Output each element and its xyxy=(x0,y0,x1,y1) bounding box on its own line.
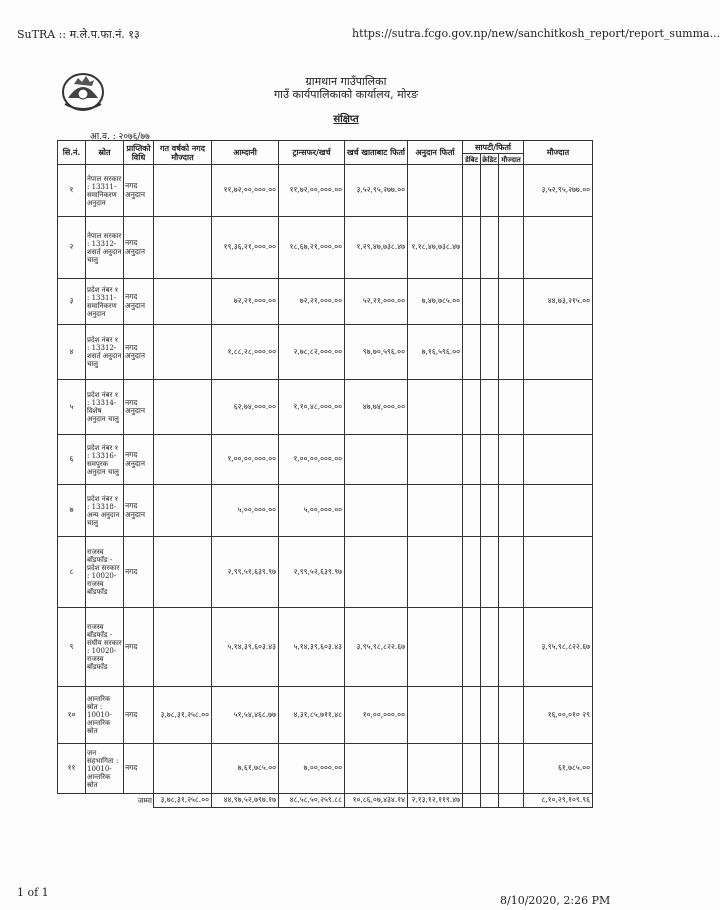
row-sn: ९ xyxy=(58,608,86,687)
col-credit: क्रेडिट xyxy=(482,154,497,164)
row-credit xyxy=(481,325,499,380)
row-kind: नगद अनुदान xyxy=(124,165,154,217)
row-transfer: ४,३१,८५,७११.४८ xyxy=(279,687,345,744)
row-refund: ३,९५,९८,८२२.६७ xyxy=(345,608,408,687)
row-opening xyxy=(154,537,212,608)
office-address: गाउँ कार्यपालिकाको कार्यालय, मोरङ xyxy=(273,88,419,101)
row-opening xyxy=(154,380,212,435)
row-opening xyxy=(154,608,212,687)
col-transfer: ट्रान्सफर/खर्च xyxy=(279,141,345,165)
col-balance: मौज्दात xyxy=(524,141,593,165)
row-income: १,००,००,०००.०० xyxy=(212,435,279,485)
row-grant-refund xyxy=(408,380,463,435)
report-title: संक्षिप्त xyxy=(333,114,359,125)
total-transfer: ४८,५८,५०,२५९.८८ xyxy=(279,794,345,808)
row-transfer: १,१०,४८,०००.०० xyxy=(279,380,345,435)
row-income: ५,१४,३९,६०३.४३ xyxy=(212,608,279,687)
row-income: १९,३६,२१,०००.०० xyxy=(212,217,279,279)
row-opening xyxy=(154,744,212,794)
row-credit xyxy=(481,165,499,217)
row-source: नेपाल सरकार : 13311-समानिकरण अनुदान xyxy=(86,165,124,217)
col-refund: खर्च खाताबाट फिर्ता xyxy=(345,141,408,165)
row-debit xyxy=(463,744,481,794)
col-kind: प्राप्तिको विधि xyxy=(124,141,154,165)
office-name: ग्रामथान गाउँपालिका xyxy=(305,75,387,88)
row-balance: ६१,७८५.०० xyxy=(524,744,593,794)
browser-tab-title: SuTRA :: म.ले.प.फा.नं. १३ xyxy=(17,28,140,41)
col-source: स्रोत xyxy=(86,141,124,165)
row-loan-balance xyxy=(499,165,524,217)
total-refund: १०,८६,०७,४३४.१४ xyxy=(345,794,408,808)
row-grant-refund xyxy=(408,537,463,608)
row-source: प्रदेश नंबर १ : 13312-शसर्त अनुदान चालु xyxy=(86,325,124,380)
row-refund: १,२९,४७,७३८.४७ xyxy=(345,217,408,279)
row-transfer: ५,००,०००.०० xyxy=(279,485,345,537)
row-loan-balance xyxy=(499,380,524,435)
total-label: जम्मा xyxy=(58,794,154,808)
row-debit xyxy=(463,608,481,687)
row-grant-refund xyxy=(408,165,463,217)
row-refund xyxy=(345,435,408,485)
row-source: प्रदेश नंबर १ : 13311-समानिकरण अनुदान xyxy=(86,279,124,325)
table-row xyxy=(58,380,593,435)
row-balance: ४४,७३,२१५.०० xyxy=(524,279,593,325)
row-kind: नगद xyxy=(124,608,154,687)
total-grant-refund: २,१३,१२,११९.४७ xyxy=(408,794,463,808)
total-balance: ८,१०,२९,१०९.९६ xyxy=(524,794,593,808)
row-opening: ३,७८,३१,२५८.०० xyxy=(154,687,212,744)
row-source: नेपाल सरकार : 13312-शसर्त अनुदान चालु xyxy=(86,217,124,279)
row-balance xyxy=(524,217,593,279)
row-transfer: ५,१४,३९,६०३.४३ xyxy=(279,608,345,687)
table-row xyxy=(58,165,593,217)
row-credit xyxy=(481,380,499,435)
page-number: 1 of 1 xyxy=(17,886,49,899)
row-debit xyxy=(463,485,481,537)
row-refund: ३,५२,९५,२७७.०० xyxy=(345,165,408,217)
table-row xyxy=(58,485,593,537)
row-loan-balance xyxy=(499,325,524,380)
table-row xyxy=(58,744,593,794)
row-credit xyxy=(481,485,499,537)
row-refund: ९७,७०,५९६.०० xyxy=(345,325,408,380)
table-row xyxy=(58,608,593,687)
row-opening xyxy=(154,325,212,380)
row-kind: नगद अनुदान xyxy=(124,485,154,537)
total-income: ४४,९७,५२,७९७.१७ xyxy=(212,794,279,808)
col-grant-refund: अनुदान फिर्ता xyxy=(408,141,463,165)
row-kind: नगद xyxy=(124,687,154,744)
row-source: आन्तरिक स्रोत : 10010-आन्तरिक स्रोत xyxy=(86,687,124,744)
row-source: जन सहभागिता : 10010-आन्तरिक स्रोत xyxy=(86,744,124,794)
row-opening xyxy=(154,165,212,217)
row-debit xyxy=(463,217,481,279)
row-sn: २ xyxy=(58,217,86,279)
row-opening xyxy=(154,279,212,325)
row-income: ५१,५४,४६८.७७ xyxy=(212,687,279,744)
row-income: ५,००,०००.०० xyxy=(212,485,279,537)
total-debit xyxy=(463,794,481,808)
summary-table xyxy=(57,140,593,808)
row-credit xyxy=(481,537,499,608)
row-refund xyxy=(345,744,408,794)
table-row xyxy=(58,687,593,744)
row-transfer: १,००,००,०००.०० xyxy=(279,435,345,485)
col-opening: गत वर्षको नगद मौज्दात xyxy=(154,141,212,165)
row-income: ७२,२१,०००.०० xyxy=(212,279,279,325)
row-debit xyxy=(463,165,481,217)
table-row xyxy=(58,537,593,608)
row-kind: नगद अनुदान xyxy=(124,279,154,325)
browser-url: https://sutra.fcgo.gov.np/new/sanchitkosh_report/report_summa... xyxy=(352,27,720,40)
row-debit xyxy=(463,687,481,744)
row-balance xyxy=(524,537,593,608)
row-refund: ५२,२१,०००.०० xyxy=(345,279,408,325)
row-debit xyxy=(463,279,481,325)
row-grant-refund xyxy=(408,608,463,687)
col-sn: सि.नं. xyxy=(58,141,86,165)
table-row xyxy=(58,279,593,325)
row-balance xyxy=(524,325,593,380)
row-debit xyxy=(463,325,481,380)
row-source: राजस्व बाँडफाँड - संघीय सरकार : 10020-राजस्व बाँडफाँड xyxy=(86,608,124,687)
row-balance: १६,००,०१० २९ xyxy=(524,687,593,744)
col-loan-group: सापटी/फिर्ता xyxy=(463,141,524,154)
row-source: प्रदेश नंबर १ : 13316-समपुरक अनुदान चालु xyxy=(86,435,124,485)
row-sn: ५ xyxy=(58,380,86,435)
row-debit xyxy=(463,435,481,485)
row-transfer: ७,००,०००.०० xyxy=(279,744,345,794)
row-loan-balance xyxy=(499,608,524,687)
row-grant-refund: ७,१६,५९६.०० xyxy=(408,325,463,380)
row-refund xyxy=(345,537,408,608)
row-loan-balance xyxy=(499,485,524,537)
row-transfer: ७२,२१,०००.०० xyxy=(279,279,345,325)
fiscal-year: आ.व. : २०७६/७७ xyxy=(90,132,150,142)
row-debit xyxy=(463,380,481,435)
row-opening xyxy=(154,217,212,279)
row-loan-balance xyxy=(499,279,524,325)
row-credit xyxy=(481,279,499,325)
table-row xyxy=(58,435,593,485)
row-kind: नगद xyxy=(124,537,154,608)
print-datetime: 8/10/2020, 2:26 PM xyxy=(500,894,611,907)
row-credit xyxy=(481,608,499,687)
row-opening xyxy=(154,435,212,485)
row-balance: ३,५२,९५,२७७.०० xyxy=(524,165,593,217)
row-credit xyxy=(481,744,499,794)
col-income: आम्दानी xyxy=(212,141,279,165)
row-refund: ४७,७४,०००.०० xyxy=(345,380,408,435)
row-grant-refund: १,१८,४७,७३८.४७ xyxy=(408,217,463,279)
row-sn: ७ xyxy=(58,485,86,537)
row-debit xyxy=(463,537,481,608)
row-loan-balance xyxy=(499,744,524,794)
row-income: ६२,७४,०००.०० xyxy=(212,380,279,435)
row-sn: ८ xyxy=(58,537,86,608)
row-credit xyxy=(481,435,499,485)
row-sn: १ xyxy=(58,165,86,217)
col-loan-balance: मौज्दात xyxy=(499,154,524,165)
total-opening: ३,७८,३१,२५८.०० xyxy=(154,794,212,808)
row-sn: ३ xyxy=(58,279,86,325)
col-debit: डेबिट xyxy=(463,154,481,165)
row-sn: ६ xyxy=(58,435,86,485)
total-loan-balance xyxy=(499,794,524,808)
row-transfer: २,९९,५२,६३९.९७ xyxy=(279,537,345,608)
row-income: ११,७२,००,०००.०० xyxy=(212,165,279,217)
row-credit xyxy=(481,687,499,744)
row-income: २,९९,५१,६३९.९७ xyxy=(212,537,279,608)
row-balance: ३,९५,९८,८२२.६७ xyxy=(524,608,593,687)
row-loan-balance xyxy=(499,435,524,485)
row-transfer: २,७८,८२,०००.०० xyxy=(279,325,345,380)
row-refund: १०,००,०००.०० xyxy=(345,687,408,744)
row-kind: नगद अनुदान xyxy=(124,325,154,380)
row-loan-balance xyxy=(499,687,524,744)
row-sn: ४ xyxy=(58,325,86,380)
row-kind: नगद अनुदान xyxy=(124,217,154,279)
row-balance xyxy=(524,485,593,537)
row-income: ७,६१,७८५.०० xyxy=(212,744,279,794)
row-balance xyxy=(524,435,593,485)
row-source: प्रदेश नंबर १ : 13314-विशेष अनुदान चालु xyxy=(86,380,124,435)
row-opening xyxy=(154,485,212,537)
row-grant-refund xyxy=(408,687,463,744)
row-transfer: ११,७२,००,०००.०० xyxy=(279,165,345,217)
row-transfer: १८,६७,२१,०००.०० xyxy=(279,217,345,279)
row-refund xyxy=(345,485,408,537)
table-row xyxy=(58,217,593,279)
row-credit xyxy=(481,217,499,279)
row-balance xyxy=(524,380,593,435)
table-row xyxy=(58,325,593,380)
row-loan-balance xyxy=(499,217,524,279)
row-source: राजस्व बाँडफाँड - प्रदेश सरकार : 10020-राजस्व बाँडफाँड xyxy=(86,537,124,608)
row-income: १,८८,२८,०००.०० xyxy=(212,325,279,380)
row-loan-balance xyxy=(499,537,524,608)
row-grant-refund xyxy=(408,485,463,537)
row-kind: नगद xyxy=(124,744,154,794)
row-grant-refund xyxy=(408,435,463,485)
total-credit xyxy=(481,794,499,808)
row-grant-refund xyxy=(408,744,463,794)
row-sn: ११ xyxy=(58,744,86,794)
row-grant-refund: ७,४७,७८५.०० xyxy=(408,279,463,325)
row-kind: नगद अनुदान xyxy=(124,380,154,435)
row-sn: १० xyxy=(58,687,86,744)
row-source: प्रदेश नंबर १ : 13318-अन्य अनुदान चालु xyxy=(86,485,124,537)
row-kind: नगद अनुदान xyxy=(124,435,154,485)
